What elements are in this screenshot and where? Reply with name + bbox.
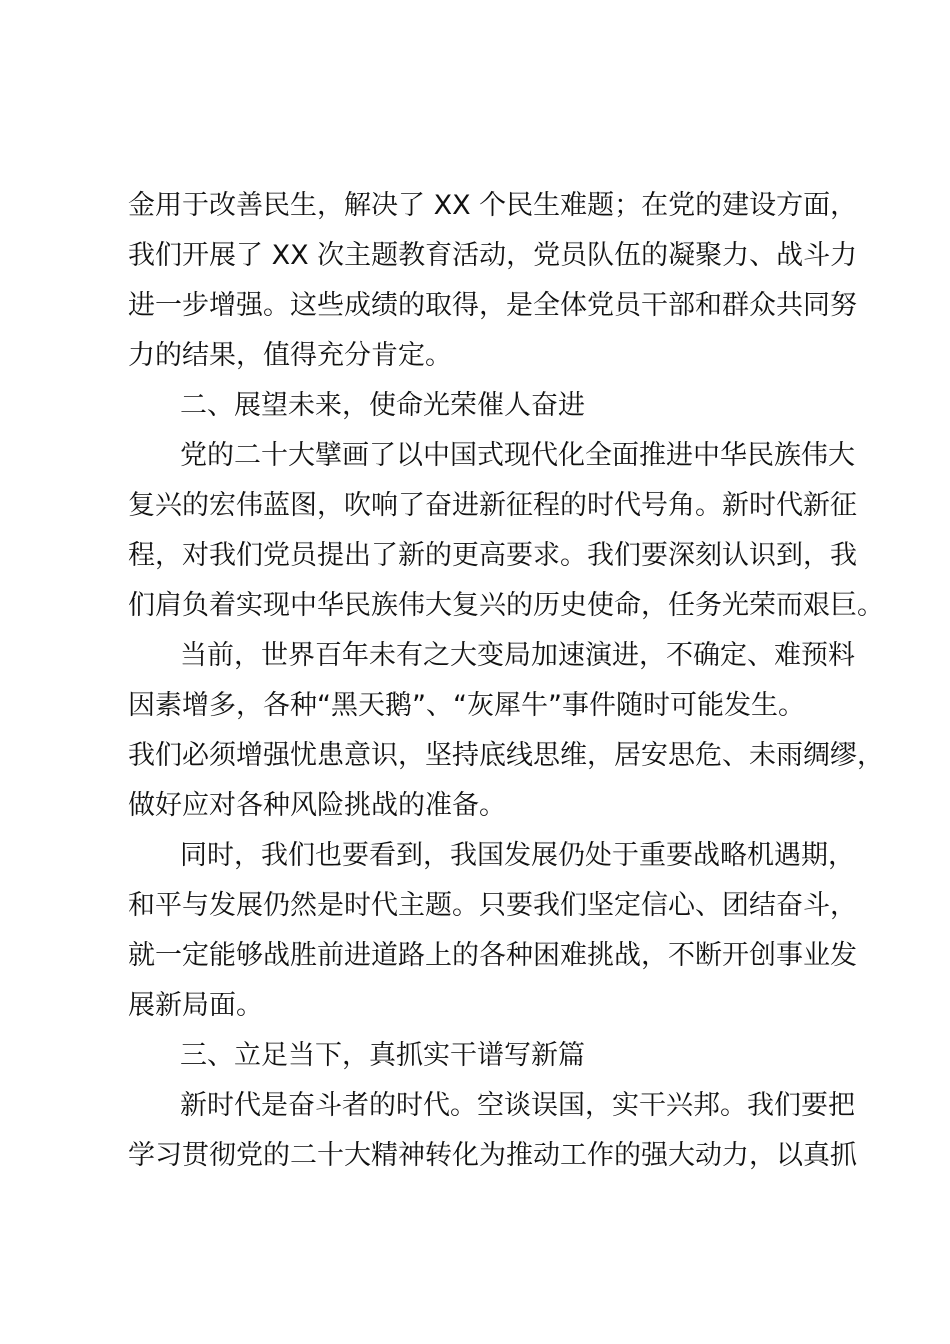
text-line: 复兴的宏伟蓝图，吹响了奋进新征程的时代号角。新时代新征 <box>128 490 857 521</box>
section-heading-3: 三、立足当下，真抓实干谱写新篇 <box>180 1040 585 1071</box>
paragraph-start: 党的二十大擘画了以中国式现代化全面推进中华民族伟大 <box>180 440 855 471</box>
paragraph-start: 同时，我们也要看到，我国发展仍处于重要战略机遇期， <box>180 840 855 871</box>
paragraph-start: 新时代是奋斗者的时代。空谈误国，实干兴邦。我们要把 <box>180 1090 855 1121</box>
text-line: 我们开展了 XX 次主题教育活动，党员队伍的凝聚力、战斗力 <box>128 240 858 271</box>
text-line: 们肩负着实现中华民族伟大复兴的历史使命，任务光荣而艰巨。 <box>128 590 884 621</box>
text-line: 做好应对各种风险挑战的准备。 <box>128 790 506 821</box>
text-line: 力的结果，值得充分肯定。 <box>128 340 452 371</box>
text-line: 金用于改善民生，解决了 XX 个民生难题；在党的建设方面， <box>128 190 858 221</box>
paragraph-start: 当前，世界百年未有之大变局加速演进，不确定、难预料 <box>180 640 855 671</box>
document-body <box>128 181 884 1181</box>
text-line: 进一步增强。这些成绩的取得，是全体党员干部和群众共同努 <box>128 290 857 321</box>
text-line: 程，对我们党员提出了新的更高要求。我们要深刻认识到，我 <box>128 540 857 571</box>
section-heading-2: 二、展望未来，使命光荣催人奋进 <box>180 390 585 421</box>
text-line: 我们必须增强忧患意识，坚持底线思维，居安思危、未雨绸缪， <box>128 740 884 771</box>
text-line: 学习贯彻党的二十大精神转化为推动工作的强大动力，以真抓 <box>128 1140 857 1171</box>
text-line: 因素增多，各种“黑天鹅”、“灰犀牛”事件随时可能发生。 <box>128 690 805 721</box>
text-line: 就一定能够战胜前进道路上的各种困难挑战，不断开创事业发 <box>128 940 857 971</box>
text-line: 展新局面。 <box>128 990 263 1021</box>
text-line: 和平与发展仍然是时代主题。只要我们坚定信心、团结奋斗， <box>128 890 857 921</box>
